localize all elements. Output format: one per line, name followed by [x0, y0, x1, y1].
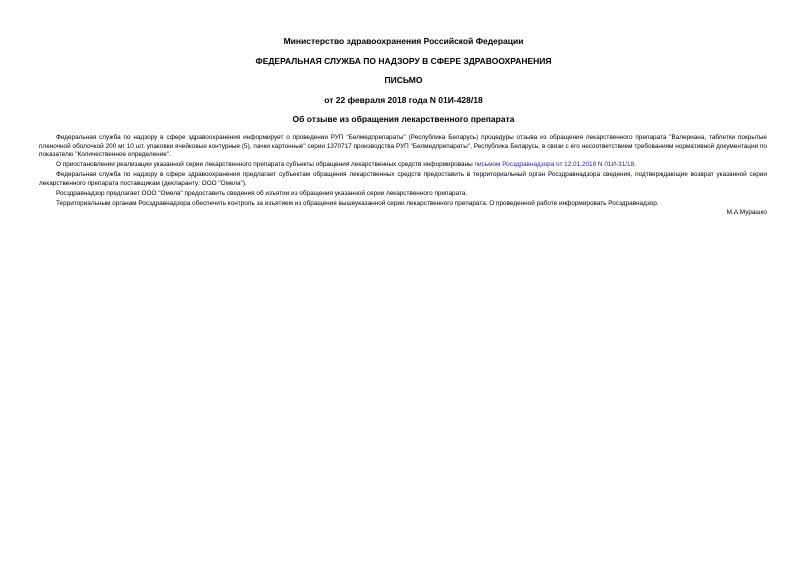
signature: М.А.Мурашко: [726, 208, 767, 216]
paragraph-suspension-notice: [39, 161, 767, 170]
paragraph-return-request: Федеральная служба по надзору в сфере здравоохранения предлагает субъектам обращения лекарственных средств предоставить в территориальный орган Росздравнадзора сведения, подтверждающие возврат указанной серии лекарственного препарата поставщикам (декларанту: ООО "Омела").: [39, 171, 767, 187]
document-body: [39, 134, 767, 217]
ministry-heading: Министерство здравоохранения Российской Федерации: [283, 36, 524, 46]
document-title: Об отзыве из обращения лекарственного препарата: [292, 114, 515, 124]
paragraph-recall-notice: Федеральная служба по надзору в сфере здравоохранения информирует о проведении РУП "Белмедпрепараты" (Республика Беларусь) процедуры отзыва из обращения лекарственного препарата "Валериана, таблетки покрытые пленочной оболочкой 200 мг 10 шт, упаковки ячейковые контурные (5), пачки картонные" серии 1370717 производства РУП "Белмедпрепараты", Республика Беларусь, в связи с его несоответствием требованиям нормативной документации по показателю "Количественное определение".: [39, 134, 767, 159]
roszdravnadzor-letter-link[interactable]: письмом Росздравнадзора от 12.01.2018 N 01И-31/18: [474, 161, 635, 169]
agency-heading: ФЕДЕРАЛЬНАЯ СЛУЖБА ПО НАДЗОРУ В СФЕРЕ ЗДРАВООХРАНЕНИЯ: [255, 56, 552, 66]
date-number-heading: от 22 февраля 2018 года N 01И-428/18: [324, 95, 483, 105]
paragraph-text: О приостановлении реализации указанной серии лекарственного препарата субъекты обращения лекарственных средств информированы: [56, 161, 475, 169]
document-type-heading: ПИСЬМО: [384, 75, 423, 85]
paragraph-text: .: [634, 161, 636, 169]
paragraph-omela-request: Росздравнадзор предлагает ООО "Омела" предоставить сведения об изъятии из обращения указанной серии лекарственного препарата.: [56, 190, 468, 198]
paragraph-territorial-control: Территориальным органам Росздравнадзора обеспечить контроль за изъятием из обращения вышеуказанной серии лекарственного препарата. О проведенной работе информировать Росздравнадзор.: [56, 200, 659, 208]
